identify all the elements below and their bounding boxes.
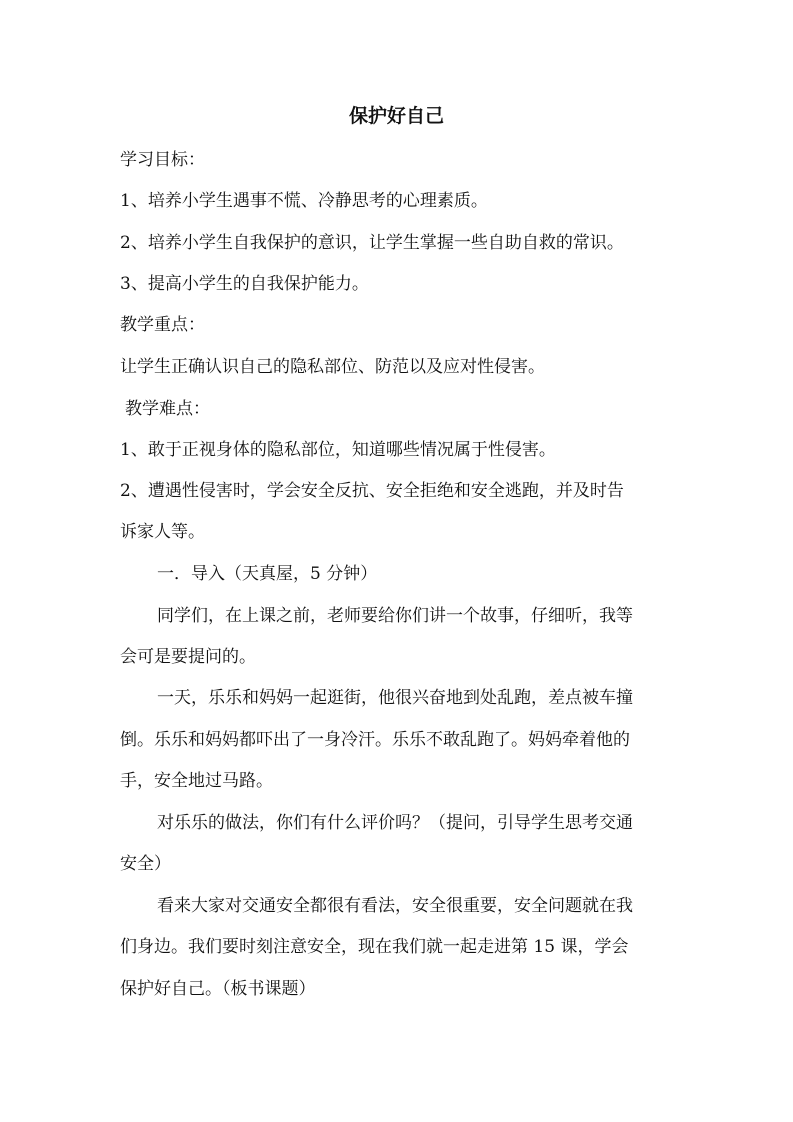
paragraph-4-line-3: 保护好自己。（板书课题） [120,979,316,999]
objective-3: 3、提高小学生的自我保护能力。 [120,274,369,294]
paragraph-1-line-1: 同学们，在上课之前，老师要给你们讲一个故事，仔细听，我等 [157,606,633,626]
objective-2: 2、培养小学生自我保护的意识，让学生掌握一些自助自救的常识。 [120,233,624,253]
objectives-heading: 学习目标： [120,150,205,170]
difficulty-2-continued: 诉家人等。 [120,522,205,542]
paragraph-2-line-1: 一天，乐乐和妈妈一起逛街，他很兴奋地到处乱跑，差点被车撞 [157,688,633,708]
paragraph-2-line-3: 手，安全地过马路。 [120,771,273,791]
paragraph-1-line-2: 会可是要提问的。 [120,647,256,667]
document-title: 保护好自己 [348,105,444,127]
difficulty-1: 1、敢于正视身体的隐私部位，知道哪些情况属于性侵害。 [120,440,556,460]
objective-1: 1、培养小学生遇事不慌、冷静思考的心理素质。 [120,191,488,211]
paragraph-4-line-2: 们身边。我们要时刻注意安全，现在我们就一起走进第 15 课，学会 [120,937,629,957]
key-points-heading: 教学重点： [120,315,205,335]
section-heading: 一．导入（天真屋，5 分钟） [157,564,378,584]
difficulty-2: 2、遭遇性侵害时，学会安全反抗、安全拒绝和安全逃跑，并及时告 [120,481,624,501]
paragraph-3-line-2: 安全） [120,854,171,874]
key-points-text: 让学生正确认识自己的隐私部位、防范以及应对性侵害。 [120,357,545,377]
paragraph-2-line-2: 倒。乐乐和妈妈都吓出了一身冷汗。乐乐不敢乱跑了。妈妈牵着他的 [120,730,630,750]
paragraph-4-line-1: 看来大家对交通安全都很有看法，安全很重要，安全问题就在我 [157,896,633,916]
difficulties-heading: 教学难点： [125,399,210,419]
paragraph-3-line-1: 对乐乐的做法，你们有什么评价吗？（提问，引导学生思考交通 [157,813,633,833]
